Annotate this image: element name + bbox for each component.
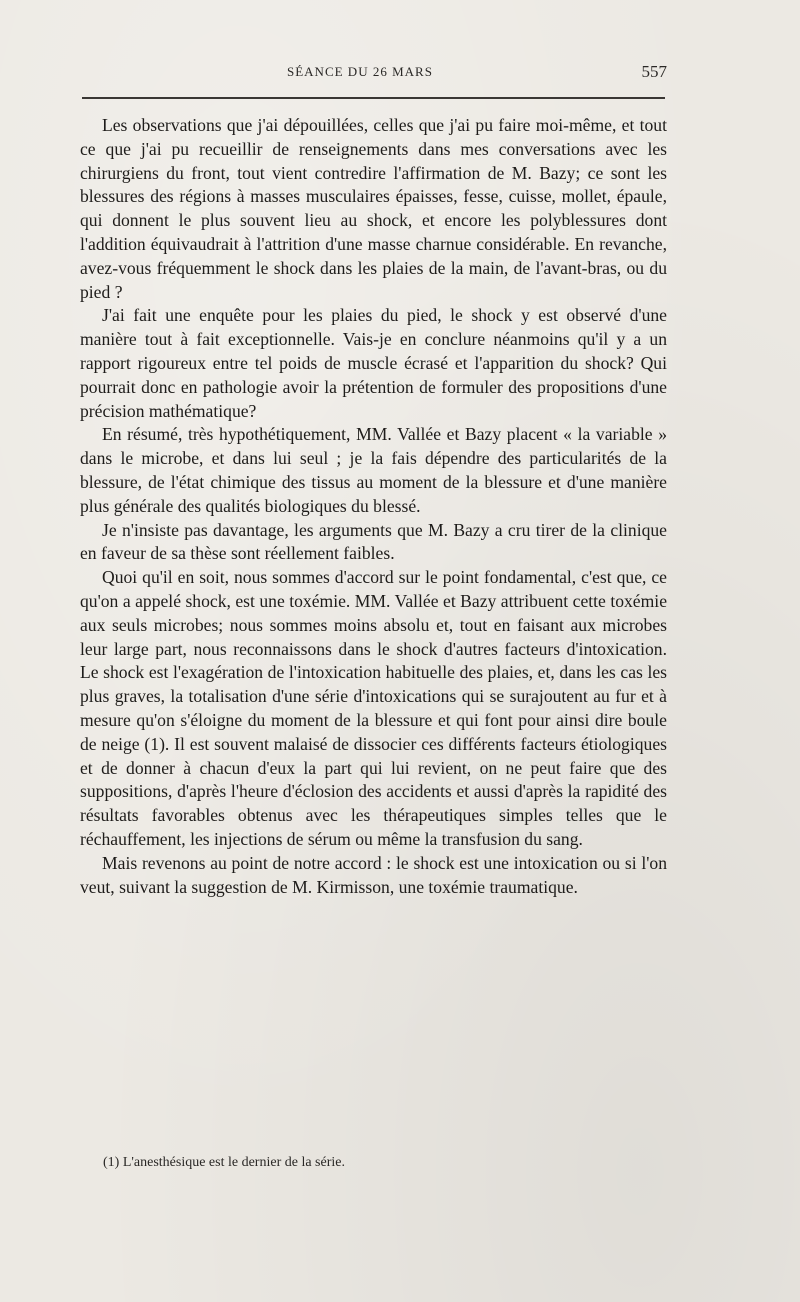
paragraph-1: Les observations que j'ai dépouillées, celles que j'ai pu faire moi-même, et tout ce que j'ai pu recueillir de renseignements dans mes conversations avec les chirurgiens du front, tout vient contredire l'affirmation de M. Bazy; ce sont les blessures des régions à masses musculaires épaisses, fesse, cuisse, mollet, épaule, qui donnent le plus souvent lieu au shock, et encore les polyblessures dont l'addition équivaudrait à l'attrition d'une masse charnue considérable. En revanche, avez-vous fréquemment le shock dans les plaies de la main, de l'avant-bras, ou du pied ?: [80, 115, 667, 302]
running-head: SÉANCE DU 26 MARS: [287, 64, 433, 79]
paragraph-2: J'ai fait une enquête pour les plaies du pied, le shock y est observé d'une manière tout à fait exceptionnelle. Vais-je en conclure néanmoins qu'il y a un rapport rigoureux entre tel poids de muscle écrasé et l'apparition du shock? Qui pourrait donc en pathologie avoir la prétention de formuler des propositions d'une précision mathématique?: [80, 305, 667, 421]
header-rule: [82, 97, 665, 99]
paragraph-4: Je n'insiste pas davantage, les arguments que M. Bazy a cru tirer de la clinique en faveur de sa thèse sont réellement faibles.: [80, 519, 667, 564]
body-text: [80, 114, 667, 899]
page-number: 557: [641, 62, 667, 81]
page-header: [82, 62, 667, 86]
paragraph-5: Quoi qu'il en soit, nous sommes d'accord sur le point fondamental, c'est que, ce qu'on a appelé shock, est une toxémie. MM. Vallée et Bazy attribuent cette toxémie aux seuls microbes; nous sommes moins absolu et, tout en faisant aux microbes leur large part, nous reconnaissons dans le shock d'autres facteurs d'intoxication. Le shock est l'exagération de l'intoxication habituelle des plaies, et, dans les cas les plus graves, la totalisation d'une série d'intoxications qui se surajoutent au fur et à mesure qu'on s'éloigne du moment de la blessure et qui font pour ainsi dire boule de neige (1). Il est souvent malaisé de dissocier ces différents facteurs étiologiques et de donner à chacun d'eux la part qui lui revient, on ne peut faire que des suppositions, d'après l'heure d'éclosion des accidents et aussi d'après la rapidité des résultats favorables obtenus avec les thérapeutiques simples telles que le réchauffement, les injections de sérum ou même la transfusion du sang.: [80, 567, 667, 849]
paragraph-3: En résumé, très hypothétiquement, MM. Vallée et Bazy placent « la variable » dans le microbe, et dans lui seul ; je la fais dépendre des particularités de la blessure, de l'état chimique des tissus au moment de la blessure et d'une manière plus générale des qualités biologiques du blessé.: [80, 424, 667, 516]
paragraph-6: Mais revenons au point de notre accord : le shock est une intoxication ou si l'on veut, suivant la suggestion de M. Kirmisson, une toxémie traumatique.: [80, 852, 667, 897]
footnote: (1) L'anesthésique est le dernier de la série.: [103, 1155, 345, 1170]
